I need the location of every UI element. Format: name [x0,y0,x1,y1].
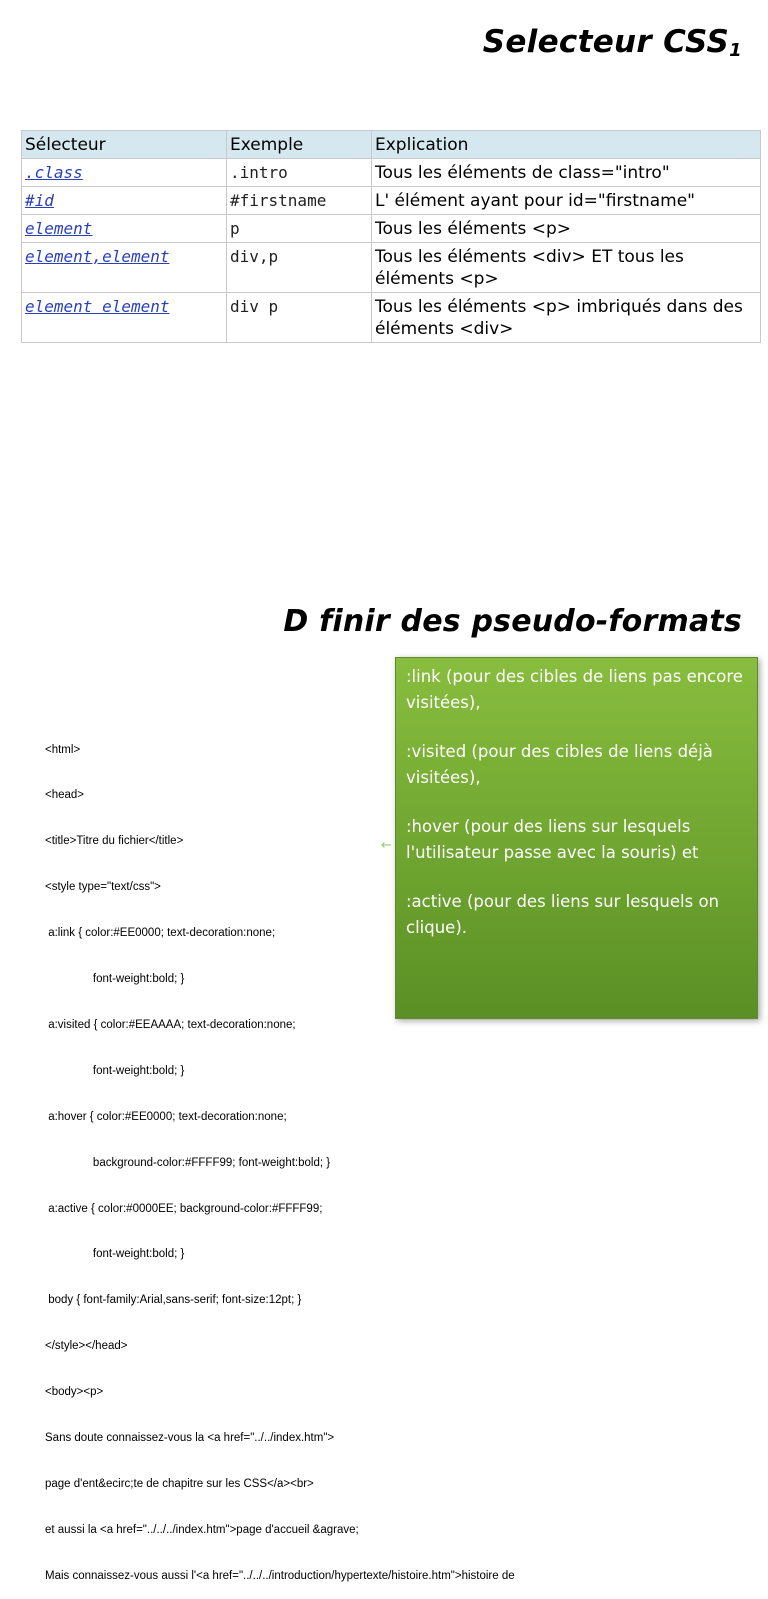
selector-link-element-group[interactable]: element,element [25,247,170,266]
table-row [22,159,761,187]
title-main-text: Selecteur CSS [482,24,730,60]
slide-title-pseudo-formats: D finir des pseudo-formats [283,604,742,639]
code-line: a:active { color:#0000EE; background-color:#FFFF99; [45,1202,323,1215]
code-line: <body><p> [45,1386,104,1399]
callout-item-visited: :visited (pour des cibles de liens déjà visitées), [406,742,713,787]
callout-item-hover: :hover (pour des liens sur lesquels l'utilisateur passe avec la souris) et [406,817,699,862]
code-line: a:visited { color:#EEAAAA; text-decoration:none; [45,1018,296,1031]
table-row [22,293,761,343]
code-line: background-color:#FFFF99; font-weight:bold; } [45,1156,331,1169]
table-row [22,215,761,243]
code-line: et aussi la <a href="../../../index.htm">page d'accueil &agrave; [45,1523,359,1536]
selector-link-element[interactable]: element [25,219,93,238]
header-selecteur: Sélecteur [22,131,227,159]
callout-item-active: :active (pour des liens sur lesquels on clique). [406,892,720,937]
explanation-cell: L' élément ayant pour id="firstname" [372,187,761,215]
code-line: <title>Titre du fichier</title> [45,835,184,848]
code-line: page d'ent&ecirc;te de chapitre sur les CSS</a><br> [45,1477,314,1490]
example-cell: div,p [227,243,372,293]
example-cell: div p [227,293,372,343]
selector-link-element-descendant[interactable]: element element [25,297,170,316]
title-subscript: 1 [729,40,742,61]
code-line: <style type="text/css"> [45,881,161,894]
code-line: Sans doute connaissez-vous la <a href="../../index.htm"> [45,1431,335,1444]
code-line: a:hover { color:#EE0000; text-decoration:none; [45,1110,287,1123]
selector-link-id[interactable]: #id [25,191,54,210]
explanation-cell: Tous les éléments <div> ET tous les éléments <p> [372,243,761,293]
header-exemple: Exemple [227,131,372,159]
pseudo-class-callout [395,657,758,1019]
selector-table [21,130,761,343]
code-line: font-weight:bold; } [45,973,185,986]
code-line: a:link { color:#EE0000; text-decoration:none; [45,927,276,940]
code-line: font-weight:bold; } [45,1248,185,1261]
arrow-left-icon: ← [381,838,392,853]
header-explication: Explication [372,131,761,159]
callout-item-link: :link (pour des cibles de liens pas encore visitées), [406,667,743,712]
example-cell: p [227,215,372,243]
table-row [22,243,761,293]
table-header-row [22,131,761,159]
explanation-cell: Tous les éléments <p> imbriqués dans des éléments <div> [372,293,761,343]
example-cell: #firstname [227,187,372,215]
explanation-cell: Tous les éléments de class="intro" [372,159,761,187]
selector-link-class[interactable]: .class [25,163,83,182]
slide-title-selecteur [483,24,742,61]
code-line: Mais connaissez-vous aussi l'<a href="../../../introduction/hypertexte/histoire.htm">histoire de [45,1569,515,1582]
table-row [22,187,761,215]
code-line: body { font-family:Arial,sans-serif; font-size:12pt; } [45,1294,302,1307]
code-line: <html> [45,743,81,756]
code-line: font-weight:bold; } [45,1064,185,1077]
explanation-cell: Tous les éléments <p> [372,215,761,243]
example-cell: .intro [227,159,372,187]
code-line: <head> [45,789,85,802]
code-line: </style></head> [45,1340,128,1353]
